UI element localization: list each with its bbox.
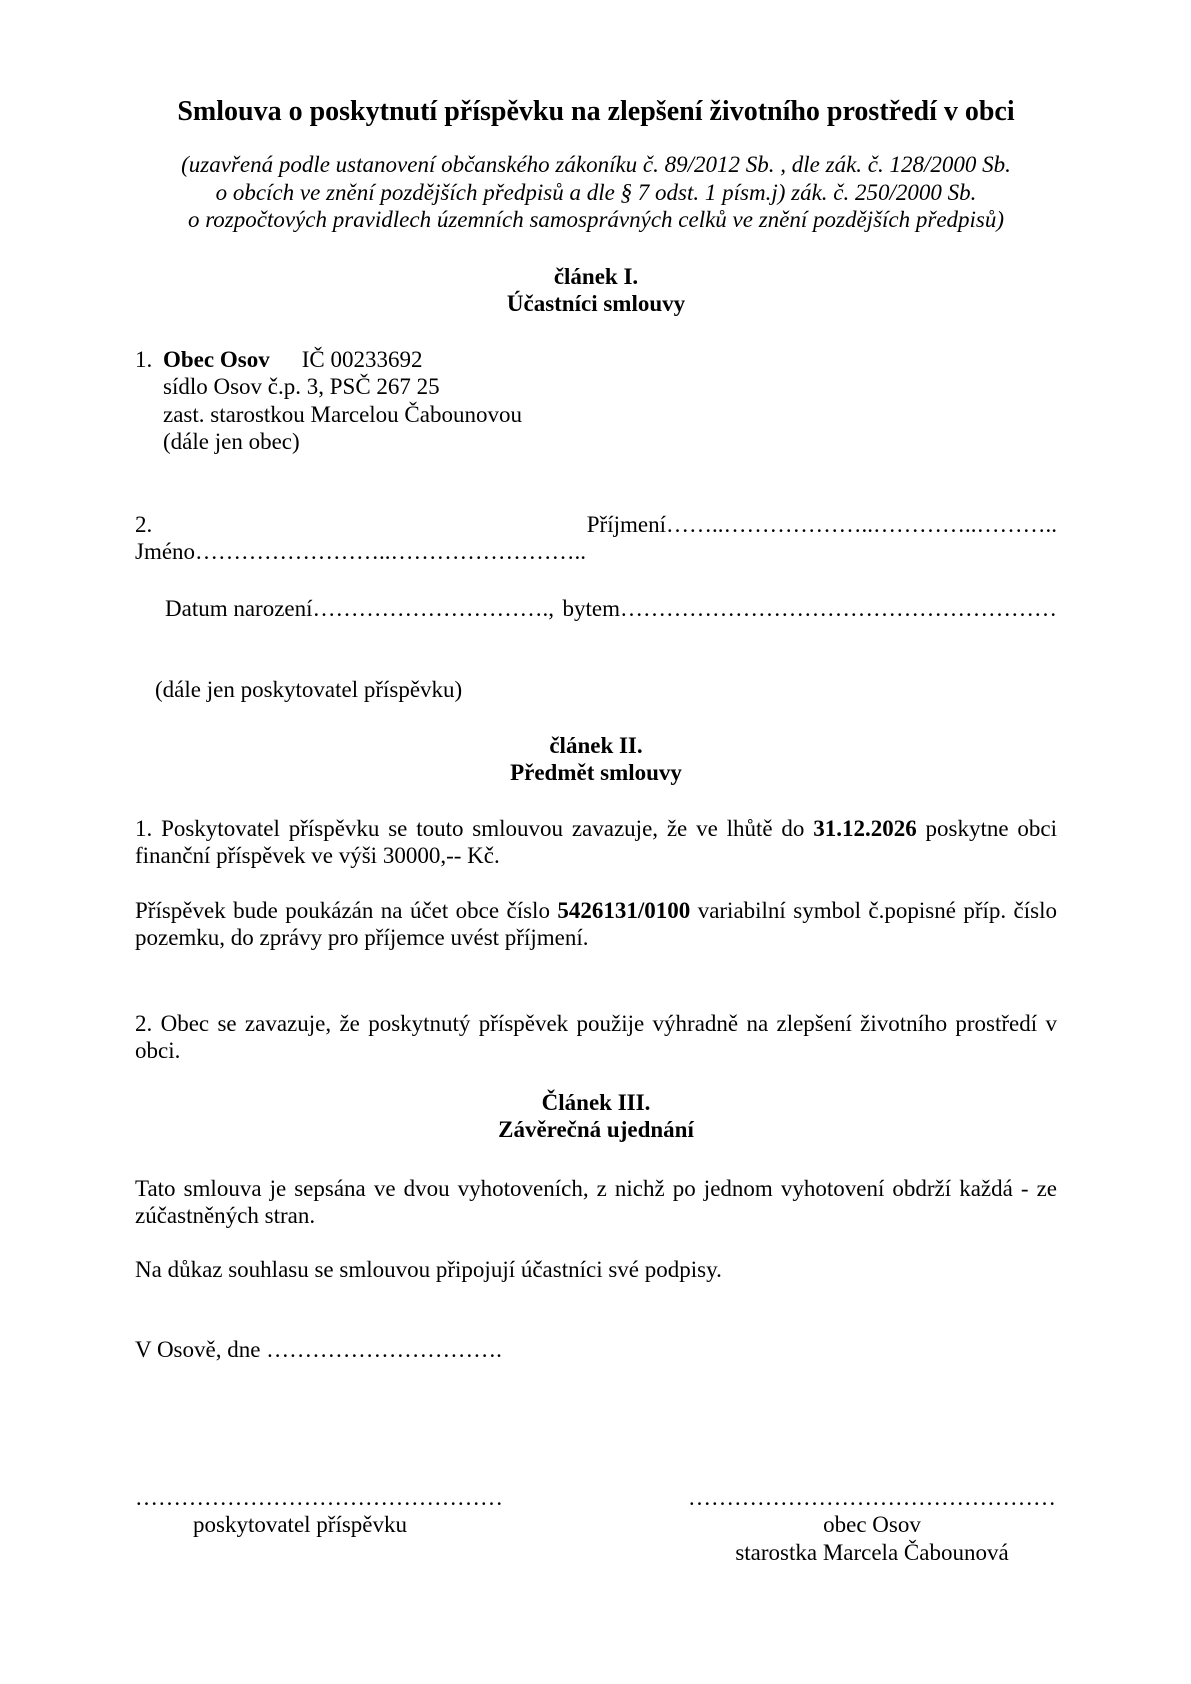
signature-label-mayor: starostka Marcela Čabounová	[735, 1539, 1009, 1565]
account-number: 5426131/0100	[557, 897, 691, 923]
preamble-line-2: o obcích ve znění pozdějších předpisů a dle § 7 odst. 1 písm.j) zák. č. 250/2000 Sb.	[215, 179, 977, 205]
party1-address: sídlo Osov č.p. 3, PSČ 267 25	[163, 374, 440, 399]
article2-subheading: Předmět smlouvy	[510, 760, 682, 785]
signature-label-provider: poskytovatel příspěvku	[193, 1512, 407, 1537]
article3-paragraph-2: Na důkaz souhlasu se smlouvou připojují účastníci své podpisy.	[135, 1256, 722, 1282]
party1-name: Obec Osov	[163, 346, 270, 372]
party1-number: 1.	[135, 346, 153, 372]
party2-alias: (dále jen poskytovatel příspěvku)	[155, 677, 463, 702]
signature-block-provider	[135, 1484, 503, 1567]
place-date-line: V Osově, dne ………………………….	[135, 1337, 502, 1362]
preamble-line-1: (uzavřená podle ustanovení občanského zákoníku č. 89/2012 Sb. , dle zák. č. 128/2000 Sb.	[181, 152, 1011, 177]
article3-heading-block	[135, 1089, 1057, 1144]
party1-ic: IČ 00233692	[301, 346, 423, 372]
party2-birth-line	[135, 595, 1057, 623]
signature-block-municipality	[687, 1484, 1057, 1567]
signature-section	[135, 1484, 1057, 1567]
firstname-dotted-line: Jméno……………………..……………………..	[135, 539, 587, 564]
party2-name-line	[135, 511, 1057, 566]
party1-block	[135, 346, 1057, 456]
signature-line-provider: …………………………………………	[135, 1484, 503, 1510]
article2-heading-block	[135, 732, 1057, 787]
preamble-line-3: o rozpočtových pravidlech územních samosprávných celků ve znění pozdějších předpisů)	[187, 207, 1005, 232]
article2-heading: článek II.	[549, 732, 643, 758]
party1-representative: zast. starostkou Marcelou Čabounovou	[163, 401, 522, 427]
article2-paragraph-3: 2. Obec se zavazuje, že poskytnutý příspěvek použije výhradně na zlepšení životního prostředí v obci.	[135, 1010, 1057, 1063]
document-title: Smlouva o poskytnutí příspěvku na zlepšení životního prostředí v obci	[177, 96, 1015, 127]
para1-text-pre: 1. Poskytovatel příspěvku se touto smlouvou zavazuje, že ve lhůtě do	[135, 815, 814, 841]
signature-line-municipality: …………………………………………	[688, 1484, 1056, 1510]
article2-paragraph-2	[135, 897, 1057, 952]
party1-name-line	[135, 346, 1057, 374]
article1-heading-block	[135, 263, 1057, 318]
article3-heading: Článek III.	[541, 1089, 651, 1115]
article1-subheading: Účastníci smlouvy	[506, 291, 686, 316]
firstname-field	[135, 511, 587, 566]
article1-heading: článek I.	[553, 263, 639, 289]
residence-field: bytem…………………………………………………	[562, 595, 1057, 621]
surname-field: Příjmení……..………………..…………..………..	[586, 511, 1057, 537]
party1-alias: (dále jen obec)	[163, 429, 300, 454]
para1-text-post: poskytne obci finanční příspěvek ve výši 30000,-- Kč.	[135, 815, 1057, 868]
birthdate-field: Datum narození………………………….,	[165, 595, 555, 621]
para2-text-pre: Příspěvek bude poukázán na účet obce číslo	[135, 897, 558, 923]
signature-label-municipality: obec Osov	[823, 1512, 921, 1537]
para2-text-post: variabilní symbol č.popisné příp. číslo pozemku, do zprávy pro příjemce uvést příjmení.	[135, 897, 1057, 950]
party2-number: 2.	[135, 511, 153, 537]
deadline-value: 31.12.2026	[813, 815, 917, 841]
article3-subheading: Závěrečná ujednání	[498, 1117, 694, 1142]
article3-paragraph-1: Tato smlouva je sepsána ve dvou vyhotoveních, z nichž po jednom vyhotovení obdrží každá - ze zúčastněných stran.	[135, 1175, 1057, 1228]
article2-paragraph-1	[135, 815, 1057, 870]
legal-preamble	[135, 151, 1057, 234]
